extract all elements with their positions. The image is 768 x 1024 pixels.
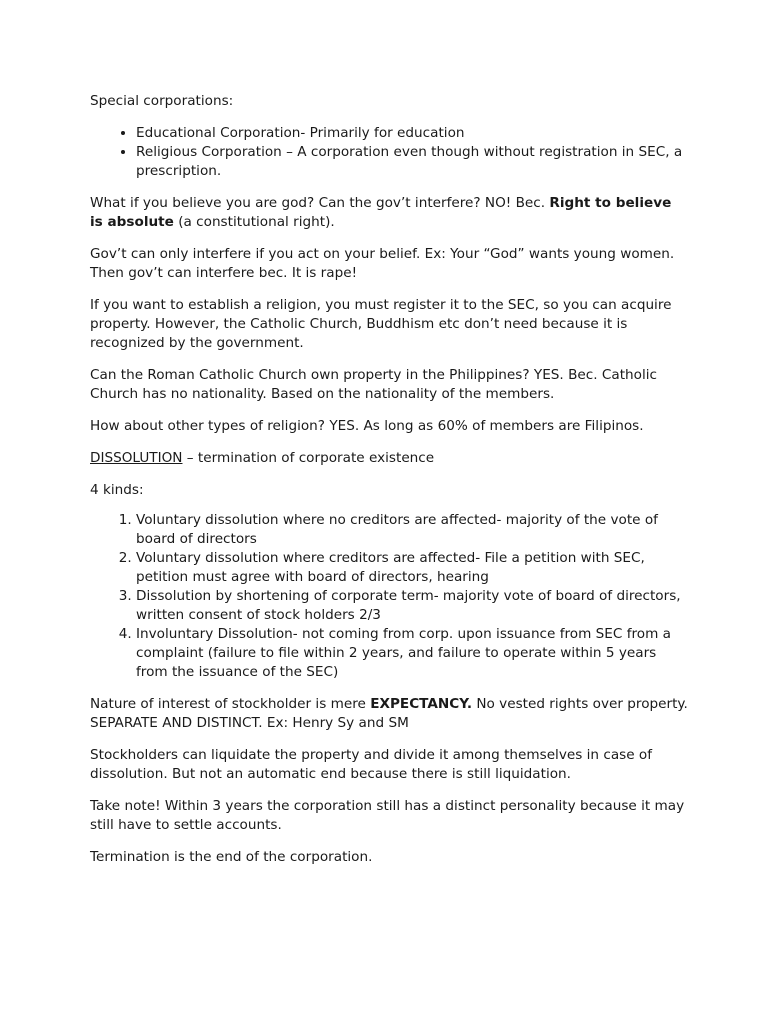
- list-item: 3. Dissolution by shortening of corporate term- majority vote of board of directors, written consent of stock holders 2/3: [136, 587, 688, 625]
- bold-text: Right to believe is absolute: [90, 195, 672, 230]
- paragraph-four-kinds: 4 kinds:: [90, 482, 144, 498]
- heading-special-corporations: Special corporations:: [90, 93, 234, 109]
- text-span: What if you believe you are god? Can the gov’t interfere? NO! Bec.: [90, 195, 550, 211]
- paragraph-establish-religion: If you want to establish a religion, you must register it to the SEC, so you can acquire property. However, the Catholic Church, Buddhism etc don’t need because it is recognized by the government.: [90, 297, 672, 351]
- dissolution-kinds-list: [90, 511, 688, 682]
- list-item: 4. Involuntary Dissolution- not coming from corp. upon issuance from SEC from a complaint (failure to file within 2 years, and failure to operate within 5 years from the issuance of the SEC): [136, 625, 688, 682]
- bold-text: EXPECTANCY.: [370, 696, 473, 712]
- paragraph-believe-god: [90, 194, 688, 232]
- paragraph-dissolution: [90, 449, 688, 468]
- list-item: 2. Voluntary dissolution where creditors are affected- File a petition with SEC, petition must agree with board of directors, hearing: [136, 549, 688, 587]
- text-span: No vested rights over property. SEPARATE AND DISTINCT. Ex: Henry Sy and SM: [90, 696, 688, 731]
- list-item: • Religious Corporation – A corporation even though without registration in SEC, a prescription.: [136, 143, 688, 181]
- paragraph-other-religion: How about other types of religion? YES. As long as 60% of members are Filipinos.: [90, 418, 644, 434]
- text-span: Nature of interest of stockholder is mere: [90, 696, 371, 712]
- text-span: – termination of corporate existence: [182, 450, 435, 466]
- special-corporations-list: [90, 124, 688, 181]
- paragraph-liquidate: Stockholders can liquidate the property and divide it among themselves in case of dissolution. But not an automatic end because there is still liquidation.: [90, 747, 653, 782]
- text-span: (a constitutional right).: [173, 214, 335, 230]
- paragraph-expectancy: [90, 695, 688, 733]
- paragraph-termination: Termination is the end of the corporation.: [90, 849, 373, 865]
- list-item: • Educational Corporation- Primarily for education: [136, 124, 688, 143]
- paragraph-take-note: Take note! Within 3 years the corporation still has a distinct personality because it may still have to settle accounts.: [90, 798, 685, 833]
- underlined-text: DISSOLUTION: [90, 450, 183, 466]
- list-item: 1. Voluntary dissolution where no creditors are affected- majority of the vote of board of directors: [136, 511, 688, 549]
- paragraph-interfere: Gov’t can only interfere if you act on your belief. Ex: Your “God” wants young women. Then gov’t can interfere bec. It is rape!: [90, 246, 675, 281]
- paragraph-catholic-property: Can the Roman Catholic Church own property in the Philippines? YES. Bec. Catholic Church has no nationality. Based on the nationality of the members.: [90, 367, 657, 402]
